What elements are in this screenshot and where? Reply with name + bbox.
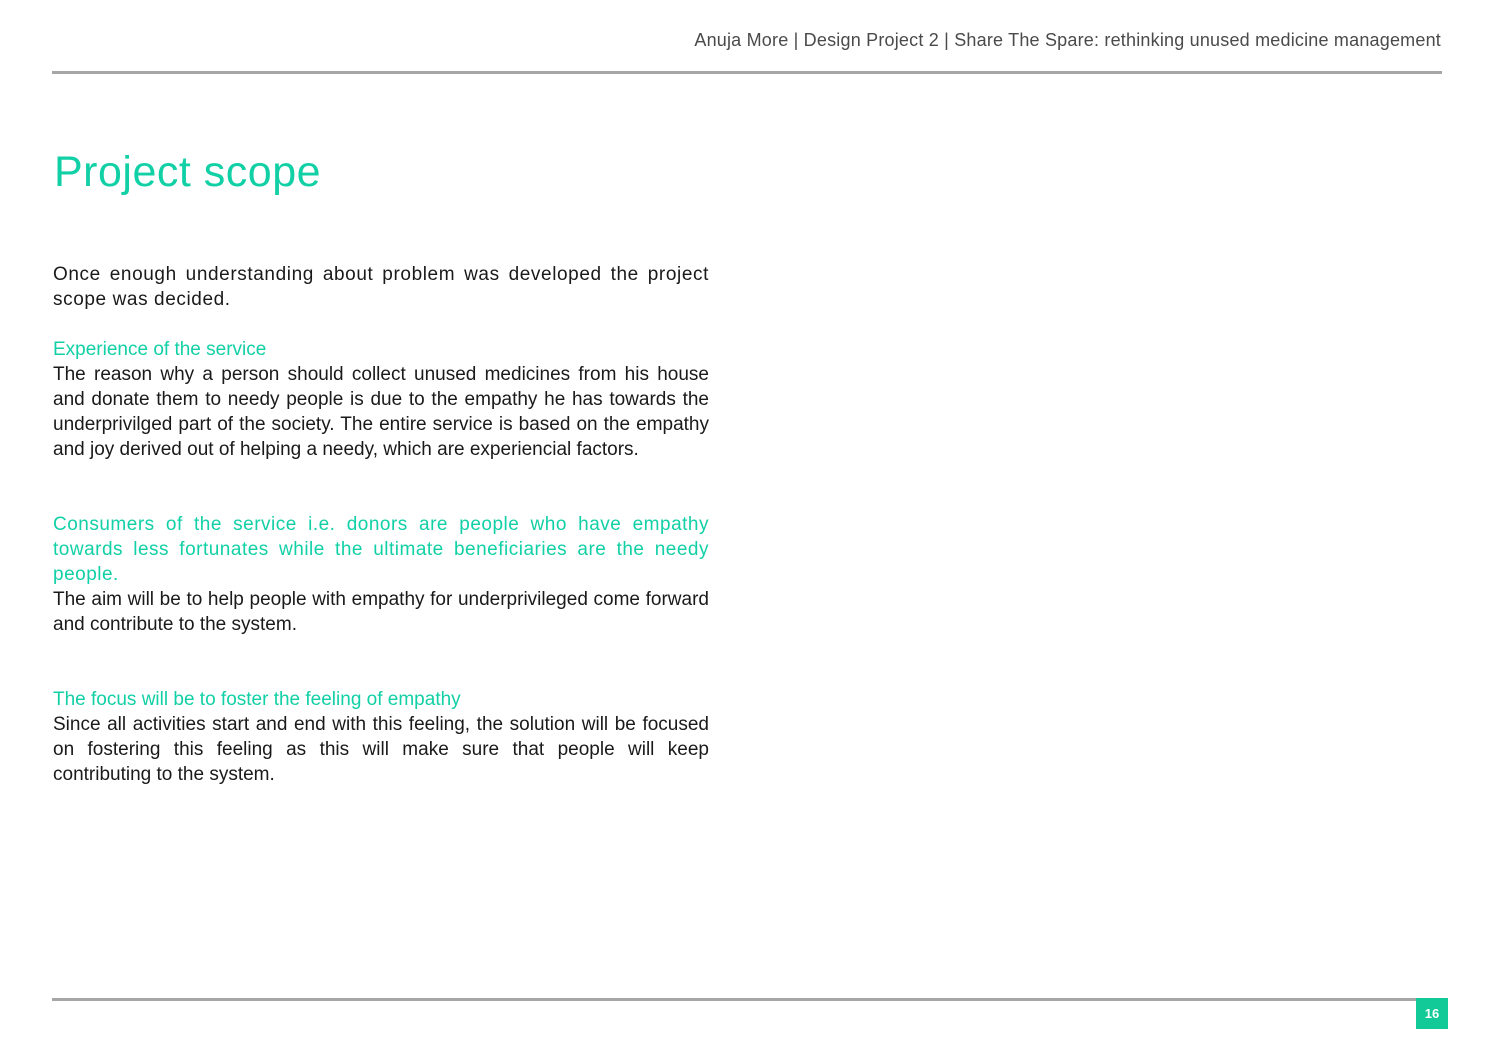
intro-paragraph: Once enough understanding about problem was developed the project scope was decided. bbox=[53, 264, 709, 310]
page-content bbox=[53, 262, 709, 787]
page-number-badge: 16 bbox=[1416, 998, 1448, 1029]
running-header: Anuja More | Design Project 2 | Share The Spare: rethinking unused medicine management bbox=[694, 30, 1441, 50]
section-heading-experience: Experience of the service bbox=[53, 339, 267, 360]
page-title: Project scope bbox=[54, 148, 322, 196]
section-heading-consumers: Consumers of the service i.e. donors are people who have empathy towards less fortunates while the ultimate beneficiaries are the needy people. bbox=[53, 514, 709, 585]
footer-divider bbox=[52, 998, 1418, 1001]
section-heading-focus: The focus will be to foster the feeling of empathy bbox=[53, 689, 461, 710]
header-divider bbox=[52, 71, 1442, 74]
section-body-consumers: The aim will be to help people with empathy for underprivileged come forward and contribute to the system. bbox=[53, 589, 709, 635]
section-body-experience: The reason why a person should collect unused medicines from his house and donate them to needy people is due to the empathy he has towards the underprivilged part of the society. The entire service is based on the empathy and joy derived out of helping a needy, which are experiencial factors. bbox=[53, 364, 709, 460]
section-body-focus: Since all activities start and end with this feeling, the solution will be focused on fostering this feeling as this will make sure that people will keep contributing to the system. bbox=[53, 714, 709, 785]
